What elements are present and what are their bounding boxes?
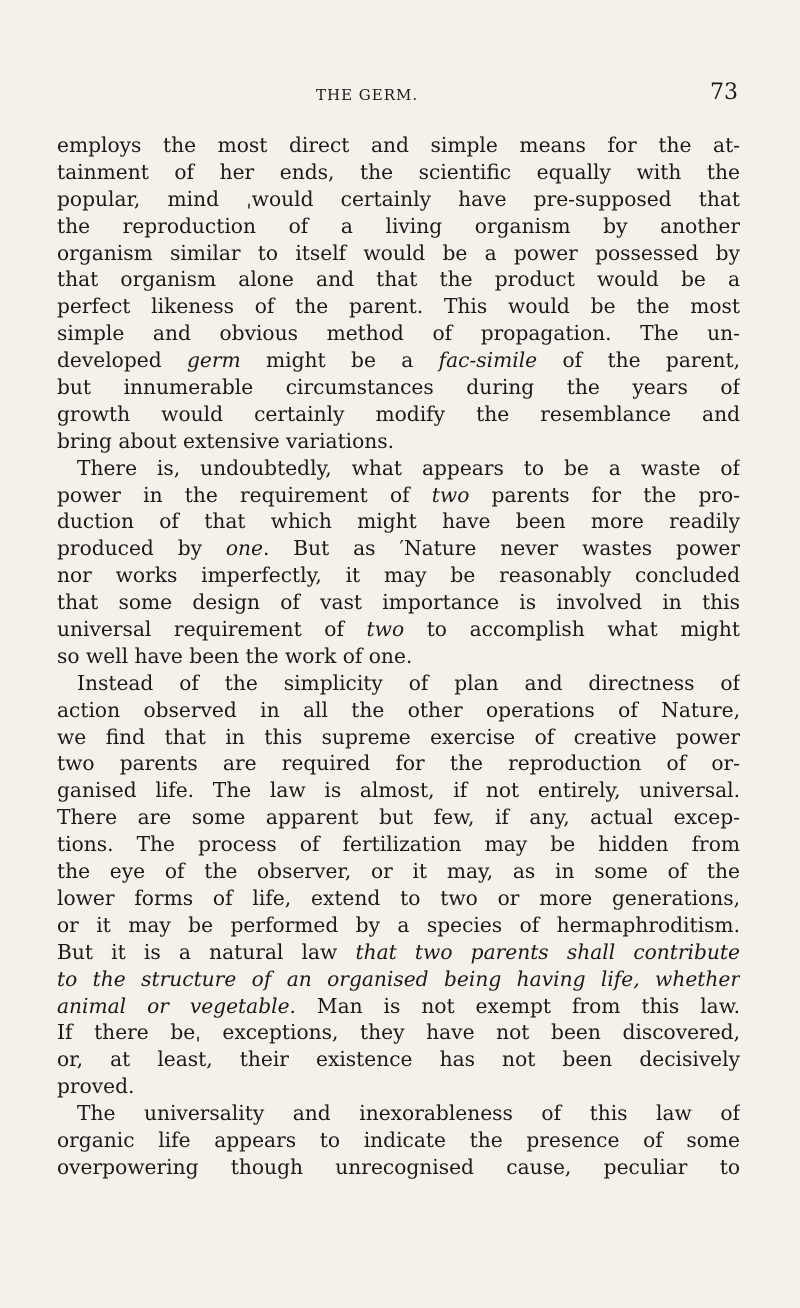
text-line: or it may be performed by a species of hermaphroditism.: [57, 912, 740, 937]
text-line: the eye of the observer, or it may, as in some of the: [57, 859, 740, 884]
text-segment: might be a: [240, 348, 439, 373]
text-line: duction of that which might have been more readily: [57, 509, 740, 534]
text-segment: developed: [57, 348, 187, 373]
text-line: the reproduction of a living organism by another: [57, 213, 740, 238]
page-number: 73: [710, 80, 738, 105]
text-line: [57, 535, 740, 562]
italic-phrase: to the structure of an organised being having life, whether: [57, 966, 740, 991]
text-line: [57, 966, 740, 993]
text-line: we find that in this supreme exercise of creative power: [57, 724, 740, 749]
text-line: There are some apparent but few, if any, actual excep-: [57, 805, 740, 830]
text-line: or, at least, their existence has not been decisively: [57, 1047, 740, 1072]
italic-term-fac-simile: fac-simile: [438, 348, 538, 373]
text-line: [57, 993, 740, 1020]
text-line: growth would certainly modify the resemblance and: [57, 401, 740, 426]
text-segment: parents for the pro-: [469, 482, 740, 507]
text-line: [57, 616, 740, 643]
italic-term-germ: germ: [187, 348, 241, 373]
text-line: nor works imperfectly, it may be reasonably concluded: [57, 563, 740, 588]
text-line: that organism alone and that the product would be a: [57, 267, 740, 292]
text-segment: power in the requirement of: [57, 482, 432, 507]
text-segment: . But as ′Nature never wastes power: [263, 536, 740, 561]
text-line: ganised life. The law is almost, if not entirely, universal.: [57, 778, 740, 803]
text-segment: to accomplish what might: [404, 617, 740, 642]
italic-term: two: [366, 617, 405, 642]
text-line: The universality and inexorableness of this law of: [77, 1101, 740, 1126]
text-segment: universal requirement of: [57, 617, 367, 642]
text-line: but innumerable circumstances during the years of: [57, 375, 740, 400]
text-segment: Man is not exempt from this law.: [295, 993, 740, 1018]
text-line: so well have been the work of one.: [57, 643, 413, 668]
text-line: There is, undoubtedly, what appears to be a waste of: [77, 455, 740, 480]
text-line: organic life appears to indicate the presence of some: [57, 1127, 740, 1152]
text-line: proved.: [57, 1074, 135, 1099]
text-segment: of the parent,: [537, 348, 740, 373]
text-line: bring about extensive variations.: [57, 428, 395, 453]
text-line: that some design of vast importance is involved in this: [57, 590, 740, 615]
text-line: [57, 347, 740, 374]
page-header: [0, 80, 800, 110]
text-segment: produced by: [57, 536, 226, 561]
text-line: [57, 482, 740, 509]
text-line: tions. The process of fertilization may be hidden from: [57, 832, 740, 857]
text-line: perfect likeness of the parent. This would be the most: [57, 294, 740, 319]
text-segment: But it is a natural law: [57, 939, 356, 964]
text-line: tainment of her ends, the scientific equally with the: [57, 159, 740, 184]
text-line: popular, mind ˌwould certainly have pre-supposed that: [57, 186, 740, 211]
text-line: two parents are required for the reproduction of or-: [57, 751, 740, 776]
text-line: lower forms of life, extend to two or more generations,: [57, 885, 740, 910]
text-line: Instead of the simplicity of plan and directness of: [77, 670, 740, 695]
text-line: employs the most direct and simple means for the at-: [57, 133, 740, 157]
text-line: If there beˌ exceptions, they have not been discovered,: [57, 1020, 740, 1045]
italic-phrase: that two parents shall contribute: [355, 939, 740, 964]
body-text: [57, 132, 740, 1181]
running-head: THE GERM.: [316, 86, 419, 104]
italic-term: one: [225, 536, 264, 561]
text-line: overpowering though unrecognised cause, peculiar to: [57, 1154, 740, 1179]
text-line: [57, 939, 740, 966]
text-line: simple and obvious method of propagation. The un-: [57, 321, 740, 346]
text-line: organism similar to itself would be a power possessed by: [57, 240, 740, 265]
text-line: action observed in all the other operations of Nature,: [57, 697, 740, 722]
italic-term: two: [431, 482, 470, 507]
italic-phrase: animal or vegetable.: [57, 993, 296, 1018]
